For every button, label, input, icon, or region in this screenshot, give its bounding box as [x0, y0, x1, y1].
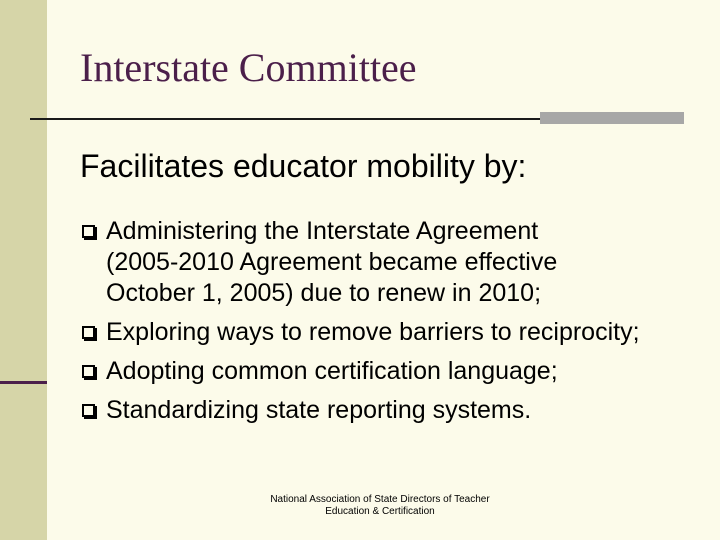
left-accent-line: [0, 381, 47, 384]
bullet-item: [82, 216, 717, 309]
footer-line: Education & Certification: [325, 506, 435, 517]
footer-line: National Association of State Directors of Teacher: [270, 494, 490, 505]
checkbox-bullet-icon: [82, 404, 95, 417]
bullet-item: [82, 317, 717, 348]
title-divider-accent: [540, 112, 684, 124]
bullet-text: October 1, 2005) due to renew in 2010;: [106, 279, 542, 307]
bullet-text: Exploring ways to remove barriers to reciprocity;: [106, 318, 640, 346]
slide-title: Interstate Committee: [80, 45, 417, 90]
bullet-item: [82, 395, 717, 426]
bullet-text: Standardizing state reporting systems.: [106, 396, 532, 424]
checkbox-bullet-icon: [82, 225, 95, 238]
slide-subtitle: Facilitates educator mobility by:: [80, 148, 527, 184]
slide-footer: [230, 494, 530, 518]
bullet-item: [82, 356, 717, 387]
checkbox-bullet-icon: [82, 365, 95, 378]
bullet-list: [82, 216, 717, 434]
left-side-band: [0, 0, 47, 540]
bullet-text: Administering the Interstate Agreement: [106, 217, 539, 245]
bullet-text: (2005-2010 Agreement became effective: [106, 248, 558, 276]
bullet-text: Adopting common certification language;: [106, 357, 558, 385]
checkbox-bullet-icon: [82, 326, 95, 339]
title-divider: [30, 118, 540, 120]
